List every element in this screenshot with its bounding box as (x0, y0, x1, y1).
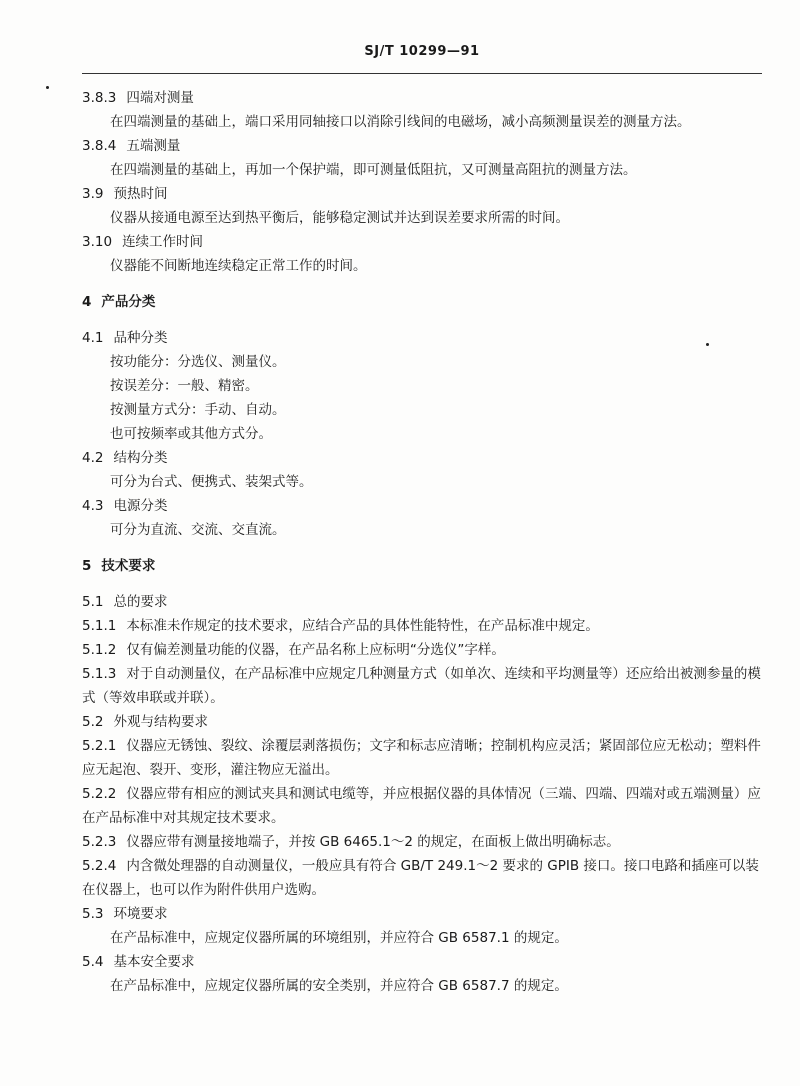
subsection-title: 预热时间 (113, 186, 168, 202)
subsection-title: 总的要求 (113, 594, 168, 610)
clause-paragraph (82, 662, 762, 710)
subsection-title: 外观与结构要求 (113, 714, 208, 730)
subsection-number: 5.4 (82, 954, 104, 970)
body-text: 可分为台式、便携式、装架式等。 (110, 474, 313, 490)
clause-paragraph (82, 614, 762, 638)
clause-text: 仅有偏差测量功能的仪器，在产品名称上应标明“分选仪”字样。 (126, 642, 505, 658)
body-paragraph: 在四端测量的基础上，端口采用同轴接口以消除引线间的电磁场，减小高频测量误差的测量方法。 (110, 114, 691, 130)
subsection-number: 4.1 (82, 330, 104, 346)
body-text: 按测量方式分：手动、自动。 (110, 402, 286, 418)
subsection-heading (82, 230, 762, 254)
body-text: 仪器能不间断地连续稳定正常工作的时间。 (110, 258, 367, 274)
section-title: 产品分类 (101, 294, 156, 310)
clause-text: 仪器应带有测量接地端子，并按 GB 6465.1～2 的规定，在面板上做出明确标志。 (126, 834, 620, 850)
subsection-title: 五端测量 (126, 138, 181, 154)
subsection-number: 5.2 (82, 714, 104, 730)
subsection-number: 3.8.4 (82, 138, 117, 154)
document-body (82, 86, 762, 998)
body-text: 按功能分：分选仪、测量仪。 (110, 354, 286, 370)
subsection-number: 4.2 (82, 450, 104, 466)
clause-text: 本标准未作规定的技术要求，应结合产品的具体性能特性，在产品标准中规定。 (126, 618, 599, 634)
subsection-heading (82, 710, 762, 734)
section-heading (82, 290, 762, 314)
subsection-heading (82, 950, 762, 974)
body-text: 也可按频率或其他方式分。 (110, 426, 272, 442)
body-text: 仪器从接通电源至达到热平衡后，能够稳定测试并达到误差要求所需的时间。 (110, 210, 569, 226)
subsection-number: 4.3 (82, 498, 104, 514)
subsection-heading (82, 494, 762, 518)
body-text: 在四端测量的基础上，再加一个保护端，即可测量低阻抗，又可测量高阻抗的测量方法。 (110, 162, 637, 178)
subsection-number: 5.3 (82, 906, 104, 922)
clause-paragraph (82, 854, 762, 902)
section-heading (82, 554, 762, 578)
subsection-heading (82, 446, 762, 470)
subsection-heading (82, 86, 762, 110)
subsection-title: 基本安全要求 (113, 954, 195, 970)
body-text: 在产品标准中，应规定仪器所属的环境组别，并应符合 GB 6587.1 的规定。 (110, 930, 568, 946)
subsection-heading (82, 902, 762, 926)
standard-code: SJ/T 10299—91 (364, 44, 480, 59)
clause-paragraph (82, 782, 762, 830)
subsection-title: 四端对测量 (126, 90, 194, 106)
subsection-title: 连续工作时间 (122, 234, 204, 250)
section-number: 5 (82, 558, 92, 574)
subsection-title: 电源分类 (113, 498, 168, 514)
clause-number: 5.1.3 (82, 666, 117, 682)
subsection-number: 3.9 (82, 186, 104, 202)
subsection-title: 品种分类 (113, 330, 168, 346)
clause-text: 仪器应带有相应的测试夹具和测试电缆等，并应根据仪器的具体情况（三端、四端、四端对或五端测量）应在产品标准中对其规定技术要求。 (82, 786, 761, 826)
header-rule (82, 73, 762, 74)
clause-number: 5.1.2 (82, 642, 117, 658)
section-title: 技术要求 (101, 558, 156, 574)
clause-paragraph (82, 830, 762, 854)
clause-paragraph (82, 638, 762, 662)
clause-text: 对于自动测量仪，在产品标准中应规定几种测量方式（如单次、连续和平均测量等）还应给出被测参量的模式（等效串联或并联）。 (82, 666, 761, 706)
subsection-number: 3.10 (82, 234, 113, 250)
clause-number: 5.2.1 (82, 738, 117, 754)
clause-number: 5.2.2 (82, 786, 117, 802)
subsection-heading (82, 182, 762, 206)
margin-dot (46, 86, 49, 89)
body-text: 按误差分：一般、精密。 (110, 378, 259, 394)
subsection-number: 3.8.3 (82, 90, 117, 106)
subsection-heading (82, 134, 762, 158)
subsection-heading (82, 326, 762, 350)
subsection-heading (82, 590, 762, 614)
clause-text: 内含微处理器的自动测量仪，一般应具有符合 GB/T 249.1～2 要求的 GPIB 接口。接口电路和插座可以装在仪器上，也可以作为附件供用户选购。 (82, 858, 759, 898)
clause-number: 5.1.1 (82, 618, 117, 634)
clause-number: 5.2.3 (82, 834, 117, 850)
subsection-number: 5.1 (82, 594, 104, 610)
clause-number: 5.2.4 (82, 858, 117, 874)
body-text: 在产品标准中，应规定仪器所属的安全类别，并应符合 GB 6587.7 的规定。 (110, 978, 568, 994)
page-header (82, 44, 762, 74)
section-number: 4 (82, 294, 92, 310)
clause-paragraph (82, 734, 762, 782)
subsection-title: 环境要求 (113, 906, 168, 922)
body-text: 可分为直流、交流、交直流。 (110, 522, 286, 538)
subsection-title: 结构分类 (113, 450, 168, 466)
clause-text: 仪器应无锈蚀、裂纹、涂覆层剥落损伤；文字和标志应清晰；控制机构应灵活；紧固部位应无松动；塑料件应无起泡、裂开、变形，灌注物应无溢出。 (82, 738, 761, 778)
